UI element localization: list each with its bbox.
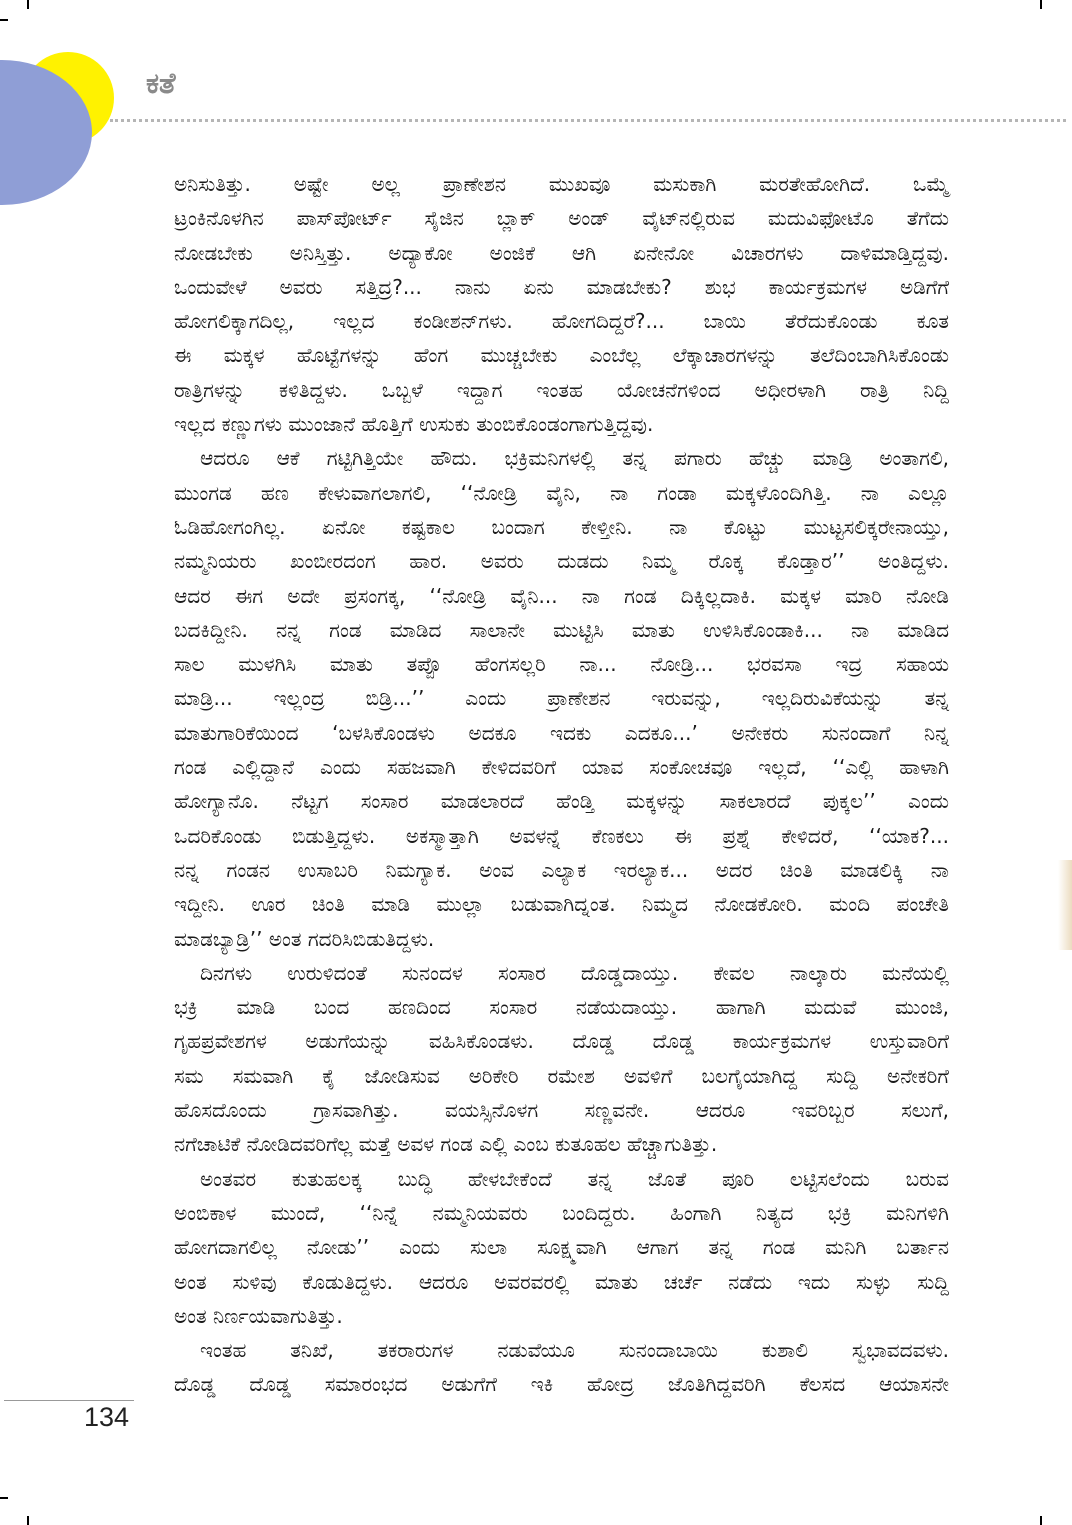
story-body: [174, 167, 949, 1402]
text-line: ಇಲ್ಲದ ಕಣ್ಣುಗಳು ಮುಂಜಾನೆ ಹೊತ್ತಿಗೆ ಉಸುಕು ತುಂಬಿಕೊಂಡಂಗಾಗುತ್ತಿದ್ದವು.: [174, 412, 654, 437]
text-line: ಭಕ್ರಿ ಮಾಡಿ ಬಂದ ಹಣದಿಂದ ಸಂಸಾರ ನಡೆಯದಾಯ್ತು. ಹಾಗಾಗಿ ಮದುವೆ ಮುಂಜಿ,: [174, 995, 949, 1020]
section-title: ಕತೆ: [146, 66, 176, 100]
text-line: ಅನಿಸುತಿತ್ತು. ಅಷ್ಟೇ ಅಲ್ಲ ಪ್ರಾಣೇಶನ ಮುಖವೂ ಮಸುಕಾಗಿ ಮರತೇಹೋಗಿದೆ. ಒಮ್ಮೆ: [174, 172, 949, 196]
text-line: ಹೋಗ್ಯಾನೊ. ನೆಟ್ಟಗ ಸಂಸಾರ ಮಾಡಲಾರದೆ ಹೆಂಡ್ತಿ ಮಕ್ಕಳನ್ನು ಸಾಕಲಾರದೆ ಪುಕ್ಕಲ’’ ಎಂದು: [174, 789, 949, 814]
text-line: ಹೊಸದೊಂದು ಗ್ರಾಸವಾಗಿತ್ತು. ವಯಸ್ಸಿನೊಳಗ ಸಣ್ಣವನೇ. ಆದರೂ ಇವರಿಬ್ಬರ ಸಲುಗೆ,: [174, 1098, 949, 1123]
text-line: ನಮ್ಮನಿಯರು ಖಂಬೀರದಂಗ ಹಾರ. ಅವರು ದುಡದು ನಿಮ್ಮ ರೊಕ್ಕ ಕೊಡ್ತಾರ’’ ಅಂತಿದ್ದಳು.: [174, 549, 949, 574]
text-line: ಆದರ ಈಗ ಅದೇ ಪ್ರಸಂಗಕ್ಕ, ‘‘ನೋಡ್ರಿ ವೈನಿ... ನಾ ಗಂಡ ದಿಕ್ಕಿಲ್ಲದಾಕಿ. ಮಕ್ಕಳ ಮಾರಿ ನೋಡಿ: [174, 583, 949, 608]
text-line: ಅಂತ ಸುಳಿವು ಕೊಡುತಿದ್ದಳು. ಆದರೂ ಅವರವರಲ್ಲಿ ಮಾತು ಚರ್ಚೆ ನಡೆದು ಇದು ಸುಳ್ಳು ಸುದ್ದಿ: [174, 1269, 949, 1294]
page-number-rule: [4, 1400, 134, 1401]
text-line: ಮಾಡ್ರಿ... ಇಲ್ಲಂದ್ರ ಬಿಡ್ರಿ...’’ ಎಂದು ಪ್ರಾಣೇಶನ ಇರುವನ್ನು, ಇಲ್ಲದಿರುವಿಕೆಯನ್ನು ತನ್ನ: [174, 686, 949, 711]
text-line: ಹೋಗಲಿಕ್ಕಾಗದಿಲ್ಲ, ಇಲ್ಲದ ಕಂಡೀಶನ್‌ಗಳು. ಹೋಗದಿದ್ದರೆ?... ಬಾಯಿ ತೆರೆದುಕೊಂಡು ಕೂತ: [174, 309, 949, 334]
text-line: ಮಾಡಬ್ಯಾಡ್ರಿ’’ ಅಂತ ಗದರಿಸಿಬಿಡುತಿದ್ದಳು.: [174, 926, 435, 951]
text-line: ಹೋಗದಾಗಲಿಲ್ಲ ನೋಡು’’ ಎಂದು ಸುಲಾ ಸೂಕ್ಷ್ಮವಾಗಿ ಆಗಾಗ ತನ್ನ ಗಂಡ ಮನಿಗಿ ಬರ್ತಾನ: [174, 1235, 949, 1260]
text-line: ಅಂತ ನಿರ್ಣಯವಾಗುತಿತ್ತು.: [174, 1303, 343, 1328]
text-line: ಇದ್ದೀನಿ. ಊರ ಚಿಂತಿ ಮಾಡಿ ಮುಲ್ಲಾ ಬಡುವಾಗಿದ್ನಂತ. ನಿಮ್ಮದ ನೋಡಕೋರಿ. ಮಂದಿ ಪಂಚೇತಿ: [174, 892, 949, 917]
text-line: ನೋಡಬೇಕು ಅನಿಸ್ತಿತ್ತು. ಅದ್ಯಾಕೋ ಅಂಜಿಕೆ ಆಗಿ ಏನೇನೋ ವಿಚಾರಗಳು ದಾಳಿಮಾಡ್ತಿದ್ದವು.: [174, 240, 949, 265]
text-line: ಸಾಲ ಮುಳಗಿಸಿ ಮಾತು ತಪ್ಪೊ ಹೆಂಗಸಲ್ಲರಿ ನಾ... ನೋಡ್ರಿ... ಭರವಸಾ ಇದ್ರ ಸಹಾಯ: [174, 652, 949, 677]
header-dotted-rule: [110, 119, 1066, 122]
text-line: ಆದರೂ ಆಕೆ ಗಟ್ಟಿಗಿತ್ತಿಯೇ ಹೌದು. ಭಕ್ರಿಮನಿಗಳಲ್ಲಿ ತನ್ನ ಪಗಾರು ಹೆಚ್ಚು ಮಾಡ್ರಿ ಅಂತಾಗಲಿ,: [200, 446, 949, 471]
crop-mark-bottom-right: [1040, 1516, 1042, 1525]
text-line: ಈ ಮಕ್ಕಳ ಹೊಟ್ಟೆಗಳನ್ನು ಹೆಂಗ ಮುಚ್ಚಬೇಕು ಎಂಬೆಲ್ಲ ಲೆಕ್ಕಾಚಾರಗಳನ್ನು ತಲೆದಿಂಬಾಗಿಸಿಕೊಂಡು: [174, 343, 949, 368]
crop-mark-bottom-left: [27, 1516, 29, 1525]
crop-mark-left-top: [0, 19, 8, 21]
text-line: ದೊಡ್ಡ ದೊಡ್ಡ ಸಮಾರಂಭದ ಅಡುಗೆಗೆ ಇಕಿ ಹೋದ್ರ ಜೊತಿಗಿದ್ದವರಿಗಿ ಕೆಲಸದ ಆಯಾಸನೇ: [174, 1372, 949, 1397]
text-line: ಇಂತಹ ತನಿಖೆ, ತಕರಾರುಗಳ ನಡುವೆಯೂ ಸುನಂದಾಬಾಯಿ ಕುಶಾಲಿ ಸ್ವಭಾವದವಳು.: [200, 1338, 949, 1363]
text-line: ದಿನಗಳು ಉರುಳಿದಂತೆ ಸುನಂದಳ ಸಂಸಾರ ದೊಡ್ಡದಾಯ್ತು. ಕೇವಲ ನಾಲ್ಕಾರು ಮನೆಯಲ್ಲಿ: [200, 960, 949, 985]
text-line: ರಾತ್ರಿಗಳನ್ನು ಕಳಿತಿದ್ದಳು. ಒಬ್ಬಳೆ ಇದ್ದಾಗ ಇಂತಹ ಯೋಚನೆಗಳಿಂದ ಅಧೀರಳಾಗಿ ರಾತ್ರಿ ನಿದ್ದಿ: [174, 377, 949, 402]
text-line: ಒದರಿಕೊಂಡು ಬಿಡುತ್ತಿದ್ದಳು. ಅಕಸ್ಮಾತ್ತಾಗಿ ಅವಳನ್ನೆ ಕೆಣಕಲು ಈ ಪ್ರಶ್ನೆ ಕೇಳಿದರೆ, ‘‘ಯಾಕ?...: [174, 823, 949, 848]
page-number: 134: [84, 1402, 130, 1432]
text-line: ಓಡಿಹೋಗಂಗಿಲ್ಲ. ಏನೋ ಕಷ್ಟಕಾಲ ಬಂದಾಗ ಕೇಳ್ತೀನಿ. ನಾ ಕೊಟ್ಟು ಮುಟ್ಟಸಲಿಕ್ಕರೇನಾಯ್ತು,: [174, 514, 949, 539]
text-line: ನಗೆಚಾಟಿಕೆ ನೋಡಿದವರಿಗೆಲ್ಲ ಮತ್ತೆ ಅವಳ ಗಂಡ ಎಲ್ಲಿ ಎಂಬ ಕುತೂಹಲ ಹೆಚ್ಚಾಗುತಿತ್ತು.: [174, 1132, 718, 1157]
text-line: ಮುಂಗಡ ಹಣ ಕೇಳುವಾಗಲಾಗಲಿ, ‘‘ನೋಡ್ರಿ ವೈನಿ, ನಾ ಗಂಡಾ ಮಕ್ಕಳೊಂದಿಗಿತ್ತಿ. ನಾ ಎಲ್ಲೂ: [174, 480, 949, 505]
text-line: ಸಮ ಸಮವಾಗಿ ಕೈ ಜೋಡಿಸುವ ಅರಿಕೇರಿ ರಮೇಶ ಅವಳಿಗೆ ಬಲಗೈಯಾಗಿದ್ದ ಸುದ್ದಿ ಅನೇಕರಿಗೆ: [174, 1063, 949, 1088]
crop-mark-top-right: [1040, 0, 1042, 9]
text-line: ಅಂತವರ ಕುತುಹಲಕ್ಕ ಬುದ್ಧಿ ಹೇಳಬೇಕೆಂದೆ ತನ್ನ ಜೊತೆ ಪೂರಿ ಲಟ್ಟಿಸಲೆಂದು ಬರುವ: [200, 1166, 949, 1191]
text-line: ಬದಕಿದ್ದೀನಿ. ನನ್ನ ಗಂಡ ಮಾಡಿದ ಸಾಲಾನೇ ಮುಟ್ಟಿಸಿ ಮಾತು ಉಳಿಸಿಕೊಂಡಾಕಿ... ನಾ ಮಾಡಿದ: [174, 617, 949, 642]
text-line: ಗೃಹಪ್ರವೇಶಗಳ ಅಡುಗೆಯನ್ನು ವಹಿಸಿಕೊಂಡಳು. ದೊಡ್ಡ ದೊಡ್ಡ ಕಾರ್ಯಕ್ರಮಗಳ ಉಸ್ತುವಾರಿಗೆ: [174, 1029, 949, 1054]
text-line: ಗಂಡ ಎಲ್ಲಿದ್ದಾನೆ ಎಂದು ಸಹಜವಾಗಿ ಕೇಳಿದವರಿಗೆ ಯಾವ ಸಂಕೋಚವೂ ಇಲ್ಲದೆ, ‘‘ಎಲ್ಲಿ ಹಾಳಾಗಿ: [174, 755, 949, 780]
crop-mark-left-bottom: [0, 1497, 8, 1499]
text-line: ಮಾತುಗಾರಿಕೆಯಿಂದ ‘ಬಳಸಿಕೊಂಡಳು ಅದಕೂ ಇದಕು ಎದಕೂ...’ ಅನೇಕರು ಸುನಂದಾಗೆ ನಿನ್ನ: [174, 720, 949, 745]
text-line: ಟ್ರಂಕಿನೊಳಗಿನ ಪಾಸ್‌ಪೋರ್ಟ್ ಸೈಜಿನ ಬ್ಲಾಕ್ ಅಂಡ್ ವೈಟ್‌ನಲ್ಲಿರುವ ಮದುವಿಫೋಟೊ ತೆಗೆದು: [174, 206, 949, 231]
text-line: ನನ್ನ ಗಂಡನ ಉಸಾಬರಿ ನಿಮಗ್ಯಾಕ. ಅಂವ ಎಲ್ಯಾಕ ಇರಲ್ಯಾಕ... ಅದರ ಚಿಂತಿ ಮಾಡಲಿಕ್ಕಿ ನಾ: [174, 857, 949, 882]
page-edge-shadow: [1058, 860, 1072, 950]
text-line: ಅಂಬಿಕಾಳ ಮುಂದೆ, ‘‘ನಿನ್ನೆ ನಮ್ಮನಿಯವರು ಬಂದಿದ್ದರು. ಹಿಂಗಾಗಿ ನಿತ್ಯದ ಭಕ್ರಿ ಮನಿಗಳಿಗಿ: [174, 1200, 949, 1225]
crop-mark-top-left: [27, 0, 29, 9]
text-line: ಒಂದುವೇಳೆ ಅವರು ಸತ್ತಿದ್ರ?... ನಾನು ಏನು ಮಾಡಬೇಕು? ಶುಭ ಕಾರ್ಯಕ್ರಮಗಳ ಅಡಿಗೆಗೆ: [174, 274, 949, 299]
